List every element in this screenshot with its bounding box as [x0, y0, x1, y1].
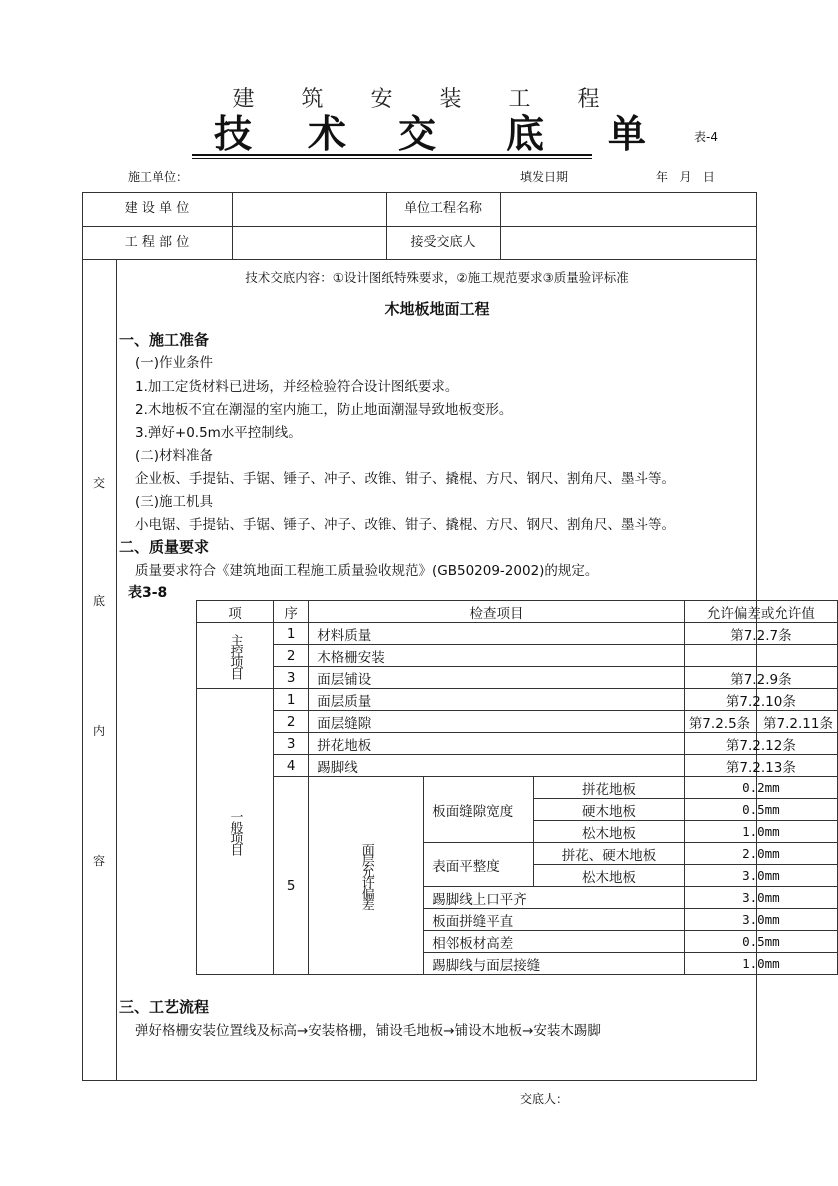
allowed-value: 第7.2.7条: [684, 623, 837, 645]
issue-date-value: 年 月 日: [656, 170, 715, 184]
grid-line: [116, 259, 117, 1081]
table-row: [197, 667, 838, 689]
row-no: 2: [274, 711, 309, 733]
list-item: 2.木地板不宜在潮湿的室内施工，防止地面潮湿导致地板变形。: [135, 402, 513, 418]
quality-standard-text: 质量要求符合《建筑地面工程施工质量验收规范》(GB50209-2002)的规定。: [135, 563, 599, 579]
general-group: 一般项目: [197, 689, 274, 975]
floor-type: 松木地板: [534, 865, 685, 887]
header-cell: 序: [274, 601, 309, 623]
construction-unit-label: 施工单位：: [128, 170, 189, 184]
subsection-heading: (三)施工机具: [135, 494, 214, 510]
allowed-value: [684, 645, 837, 667]
allowed-value: 第7.2.5条 第7.2.11条: [684, 711, 837, 733]
gap-width-label: 板面缝隙宽度: [424, 777, 534, 843]
check-item: 踢脚线: [309, 755, 685, 777]
tools-text: 小电锯、手提钻、手锯、锤子、冲子、改锥、钳子、撬棍、方尺、钢尺、割角尺、墨斗等。: [135, 517, 675, 533]
floor-type: 松木地板: [534, 821, 685, 843]
table-header-row: [197, 601, 838, 623]
flatness-label: 表面平整度: [424, 843, 534, 887]
allowed-value: 3.0mm: [684, 865, 837, 887]
row-no: 3: [274, 667, 309, 689]
check-item: 木格栅安装: [309, 645, 685, 667]
floor-type: 拼花地板: [534, 777, 685, 799]
row-no: 3: [274, 733, 309, 755]
check-item: 材料质量: [309, 623, 685, 645]
table-row: [197, 645, 838, 667]
project-part-label: 工 程 部 位: [124, 235, 190, 250]
allowed-value: 0.5mm: [684, 799, 837, 821]
row-no: 1: [274, 623, 309, 645]
row-no: 2: [274, 645, 309, 667]
section-1-heading: 一、施工准备: [119, 331, 210, 349]
allowed-value: 第7.2.12条: [684, 733, 837, 755]
client-label: 建 设 单 位: [124, 201, 190, 216]
row-no: 1: [274, 689, 309, 711]
title-char: 底: [506, 111, 545, 156]
table-row: [197, 711, 838, 733]
document-subtitle: 建 筑 安 装 工 程: [232, 87, 620, 112]
table-row: [197, 755, 838, 777]
table-row: [197, 623, 838, 645]
subsection-heading: (二)材料准备: [135, 448, 214, 464]
table-row: [197, 777, 838, 799]
document-title: [210, 111, 647, 156]
table-row: [197, 689, 838, 711]
allowed-value: 3.0mm: [684, 887, 837, 909]
title-underline: [192, 154, 592, 156]
quality-table: [196, 600, 838, 975]
floor-type: 拼花、硬木地板: [534, 843, 685, 865]
title-underline: [192, 158, 592, 159]
main-control-group: 主控项目: [197, 623, 274, 689]
process-flow-text: 弹好格栅安装位置线及标高→安装格栅，铺设毛地板→铺设木地板→安装木踢脚: [135, 1023, 601, 1039]
check-item: 踢脚线上口平齐: [424, 887, 685, 909]
check-item: 面层缝隙: [309, 711, 685, 733]
list-item: 1.加工定货材料已进场，并经检验符合设计图纸要求。: [135, 379, 459, 395]
allowed-value: 第7.2.10条: [684, 689, 837, 711]
allowed-value: 第7.2.9条: [684, 667, 837, 689]
title-char: 术: [308, 111, 347, 156]
title-char: 单: [608, 111, 647, 156]
allowed-value: 2.0mm: [684, 843, 837, 865]
side-label-char: 容: [92, 854, 105, 868]
recipient-label: 接受交底人: [410, 235, 476, 250]
materials-text: 企业板、手提钻、手锯、锤子、冲子、改锥、钳子、撬棍、方尺、钢尺、割角尺、墨斗等。: [135, 471, 675, 487]
allowed-value: 3.0mm: [684, 909, 837, 931]
check-item: 板面拼缝平直: [424, 909, 685, 931]
header-cell: 允许偏差或允许值: [684, 601, 837, 623]
check-item: 踢脚线与面层接缝: [424, 953, 685, 975]
section-3-heading: 三、工艺流程: [119, 998, 210, 1016]
check-item: 面层铺设: [309, 667, 685, 689]
subsection-heading: (一)作业条件: [135, 355, 214, 371]
row-no: 5: [274, 777, 309, 975]
allowed-value: 1.0mm: [684, 821, 837, 843]
header-cell: 项: [197, 601, 274, 623]
side-label-char: 底: [92, 594, 105, 608]
table-label: 表3-8: [128, 585, 168, 601]
issue-date-label: 填发日期: [520, 170, 569, 184]
section-2-heading: 二、质量要求: [119, 538, 210, 556]
side-label-char: 内: [92, 724, 105, 738]
floor-type: 硬木地板: [534, 799, 685, 821]
side-label-char: 交: [92, 476, 105, 490]
allowed-value: 1.0mm: [684, 953, 837, 975]
list-item: 3.弹好+0.5m水平控制线。: [135, 425, 302, 441]
header-cell: 检查项目: [309, 601, 685, 623]
signer-label: 交底人：: [520, 1092, 569, 1106]
allowed-value: 0.5mm: [684, 931, 837, 953]
row-no: 4: [274, 755, 309, 777]
title-char: 技: [214, 111, 253, 156]
unit-project-name-label: 单位工程名称: [403, 201, 482, 216]
section-title: 木地板地面工程: [384, 300, 490, 318]
grid-line: [500, 192, 501, 259]
allowed-value: 0.2mm: [684, 777, 837, 799]
disclosure-note: 技术交底内容：①设计图纸特殊要求，②施工规范要求③质量验评标准: [245, 270, 629, 285]
deviation-group: 面层允许偏差: [309, 777, 424, 975]
allowed-value: 第7.2.13条: [684, 755, 837, 777]
check-item: 面层质量: [309, 689, 685, 711]
check-item: 拼花地板: [309, 733, 685, 755]
check-item: 相邻板材高差: [424, 931, 685, 953]
grid-line: [232, 192, 233, 259]
table-row: [197, 733, 838, 755]
form-number: 表-4: [694, 130, 718, 144]
title-char: 交: [398, 111, 437, 156]
